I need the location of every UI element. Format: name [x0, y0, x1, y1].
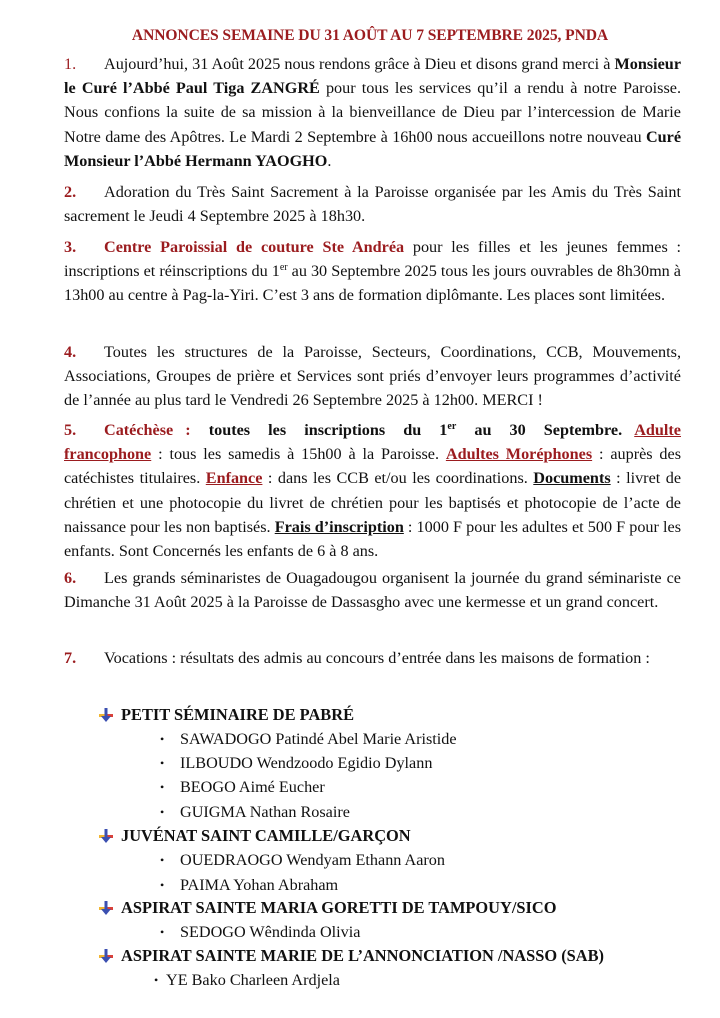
section-heading: ASPIRAT SAINTE MARIA GORETTI DE TAMPOUY/SICO	[99, 896, 557, 920]
catechesis-label: Catéchèse :	[104, 421, 191, 439]
adult-francophone-label: Adulte francophone	[64, 421, 681, 464]
announcement-number: 6.	[64, 569, 77, 587]
page-title: ANNONCES SEMAINE DU 31 AOÛT AU 7 SEPTEMBRE 2025, PNDA	[131, 27, 609, 44]
bullet-icon: •	[160, 732, 165, 746]
arrow-down-bullet-icon	[99, 948, 113, 964]
adult-morephones-label: Adultes Moréphones	[445, 445, 593, 464]
list-item: • GUIGMA Nathan Rosaire	[160, 800, 350, 824]
list-item: • SEDOGO Wêndinda Olivia	[160, 920, 360, 944]
childhood-label: Enfance	[205, 469, 263, 488]
bullet-icon: •	[160, 925, 165, 939]
outgoing-priest-name: Monsieur le Curé l’Abbé Paul Tiga ZANGRÉ	[64, 55, 681, 98]
announcement-5: 5. Catéchèse : toutes les inscriptions du 1er au 30 Septembre. Adulte francophone : tous les samedis à 15h00 à la Paroisse. Adultes Moréphones : auprès des catéchistes titulaires. Enfance : dans les CCB et/ou les coordinations. Documents : livret de chrétien et une photocopie du livret de chrétien pour les baptisés et photocopie de l’acte de naissance pour les non baptisés. Frais d’inscription : 1000 F pour les adultes et 500 F pour les enfants. Sont Concernés les enfants de 6 à 8 ans.	[64, 418, 681, 563]
list-item: • PAIMA Yohan Abraham	[160, 873, 338, 897]
announcement-number: 4.	[64, 343, 77, 361]
announcement-1: 1. Aujourd’hui, 31 Août 2025 nous rendons grâce à Dieu et disons grand merci à Monsieur le Curé l’Abbé Paul Tiga ZANGRÉ pour tous les services qu’il a rendu à notre Paroisse. Nous confions la suite de sa mission à la bienveillance de Dieu par l’intercession de Marie Notre dame des Apôtres. Le Mardi 2 Septembre à 16h00 nous accueillons notre nouveau Curé Monsieur l’Abbé Hermann YAOGHO.	[64, 52, 681, 173]
new-priest-name: Curé Monsieur l’Abbé Hermann YAOGHO	[64, 127, 681, 170]
bullet-icon: •	[154, 973, 159, 987]
documents-label: Documents	[533, 469, 611, 488]
announcement-number: 1.	[64, 55, 77, 73]
announcement-number: 7.	[64, 649, 77, 667]
list-item: • SAWADOGO Patindé Abel Marie Aristide	[160, 727, 457, 751]
section-heading: PETIT SÉMINAIRE DE PABRÉ	[99, 703, 354, 727]
announcement-4: 4. Toutes les structures de la Paroisse, Secteurs, Coordinations, CCB, Mouvements, Associations, Groupes de prière et Services sont priés d’envoyer leurs programmes d’activité de l’année au plus tard le Vendredi 26 Septembre 2025 à 12h00. MERCI !	[64, 340, 681, 413]
announcement-number: 5.	[64, 421, 77, 439]
list-item: • BEOGO Aimé Eucher	[160, 775, 325, 799]
arrow-down-bullet-icon	[99, 900, 113, 916]
bullet-icon: •	[160, 853, 165, 867]
announcement-6: 6. Les grands séminaristes de Ouagadougou organisent la journée du grand séminariste ce Dimanche 31 Août 2025 à la Paroisse de Dassasgho avec une kermesse et un grand concert.	[64, 566, 681, 614]
sewing-center-name: Centre Paroissial de couture Ste Andréa	[104, 238, 405, 256]
section-heading: ASPIRAT SAINTE MARIE DE L’ANNONCIATION /NASSO (SAB)	[99, 944, 604, 968]
registration-fees-label: Frais d’inscription	[274, 517, 404, 536]
announcement-2: 2. Adoration du Très Saint Sacrement à la Paroisse organisée par les Amis du Très Saint sacrement le Jeudi 4 Septembre 2025 à 18h30.	[64, 180, 681, 228]
section-heading: JUVÉNAT SAINT CAMILLE/GARÇON	[99, 824, 411, 848]
bullet-icon: •	[160, 780, 165, 794]
announcement-number: 2.	[64, 183, 77, 201]
list-item: • YE Bako Charleen Ardjela	[154, 968, 340, 992]
list-item: • OUEDRAOGO Wendyam Ethann Aaron	[160, 848, 445, 872]
arrow-down-bullet-icon	[99, 828, 113, 844]
bullet-icon: •	[160, 805, 165, 819]
announcement-7: 7. Vocations : résultats des admis au concours d’entrée dans les maisons de formation :	[64, 646, 681, 670]
list-item: • ILBOUDO Wendzoodo Egidio Dylann	[160, 751, 432, 775]
bullet-icon: •	[160, 878, 165, 892]
announcement-3: 3. Centre Paroissial de couture Ste Andréa pour les filles et les jeunes femmes : inscriptions et réinscriptions du 1er au 30 Septembre 2025 tous les jours ouvrables de 8h30mn à 13h00 au centre à Pag-la-Yiri. C’est 3 ans de formation diplômante. Les places sont limitées.	[64, 235, 681, 308]
bullet-icon: •	[160, 756, 165, 770]
announcement-number: 3.	[64, 238, 77, 256]
arrow-down-bullet-icon	[99, 707, 113, 723]
